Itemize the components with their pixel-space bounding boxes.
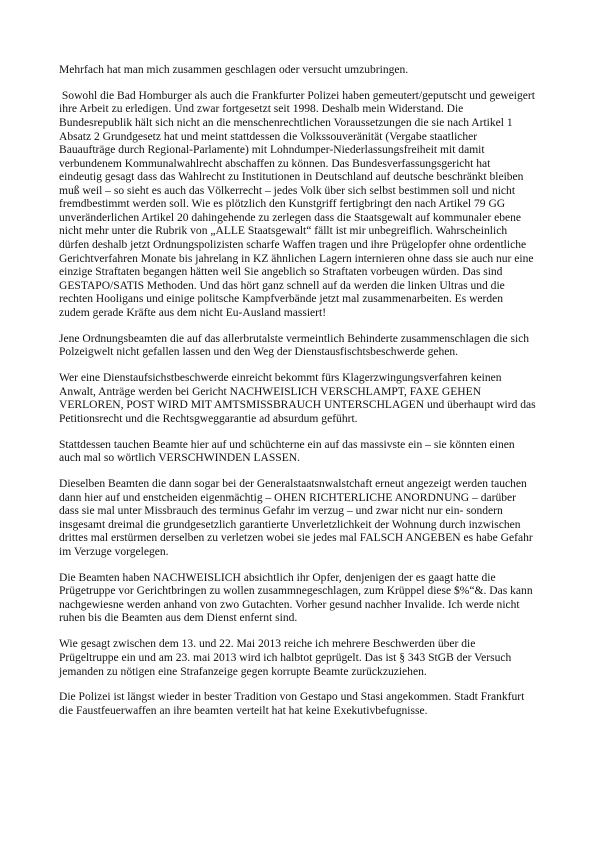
paragraph-intimidation: Stattdessen tauchen Beamte hier auf und schüchterne ein auf das massivste ein – sie könnten einen auch mal so wörtlich VERSCHWINDEN LASSEN. xyxy=(59,438,515,465)
paragraph-conclusion: Die Polizei ist längst wieder in bester Tradition von Gestapo und Stasi angekommen. Stadt Frankfurt die Faustfeuerwaffen an ihre beamten verteilt hat hat keine Exekutivbefugnisse. xyxy=(59,691,525,717)
paragraph-police-mutiny-text: Sowohl die Bad Homburger als auch die Frankfurter Polizei haben gemeutert/geputscht und geweigert ihre Arbeit zu erledigen. Und zwar fortgesetzt seit 1998. Deshalb mein Widerstand. Die Bundesrepublik hält sich nicht an die menschenrechtlichen Voraussetzungen die sie nach Artikel 1 Absatz 2 Grundgesetz hat und meint stattdessen die Volkssouveränität (Vergabe staatlicher Bauaufträge durch Regional-Parlamente) mit Lohndumper-Niederlassungsfreiheit mit damit verbundenem Kommunalwahlrecht abschaffen zu können. Das Bundesverfassungsgericht hat eindeutig gesagt dass das Wahlrecht zu Institutionen in Deutschland auf deutsche beschränkt bleiben muß weil – so sieht es auch das Völkerrecht – jedes Volk über sich selbst bestimmen soll und nicht fremdbestimmt werden soll. Wie es plötzlich den Kunstgriff fertigbringt den nach Artikel 79 GG unveränderlichen Artikel 20 dahingehende zu zerlegen dass die Staatsgewalt auf kommunaler ebene nicht mehr unter die Rubrik von „ALLE Staatsgewalt“ fällt ist mir unbegreiflich. Wahrscheinlich dürfen deshalb jetzt Ordnungspolizisten scharfe Waffen tragen und ihre Prügelopfer ohne ordentliche Gerichtverfahren Monate bis jahrelang in KZ ähnlichen Lagern internieren ohne dass sie auch nur eine einzige Straftaten begangen hätten weil Sie angeblich so Straftaten vorbeugen würden. Das sind GESTAPO/SATIS Methoden. Und das hört ganz schnell auf da werden die linken Ultras und die rechten Hooligans und einige politsche Kampfverbände jetzt mal zusammenarbeiten. Es werden zudem gerade Kräfte aus dem nicht Eu-Ausland massiert! xyxy=(59,89,535,319)
paragraph-may-2013: Wie gesagt zwischen dem 13. und 22. Mai 2013 reiche ich mehrere Beschwerden über die Prügeltruppe ein und am 23. mai 2013 wird ich halbtot geprügelt. Das ist § 343 StGB der Versuch jemanden zu nötigen eine Strafanzeige gegen korrupte Beamte zurückzuziehen. xyxy=(59,638,512,678)
paragraph-police-mutiny xyxy=(59,90,536,320)
paragraph-officers-beating: Jene Ordnungsbeamten die auf das allerbrutalste vermeintlich Behinderte zusammenschlagen die sich Polzeigwelt nicht gefallen lassen und den Weg der Dienstausfischtsbeschwerde gehen. xyxy=(59,332,530,359)
paragraph-home-raids: Dieselben Beamten die dann sogar bei der Generalstaatsnwalstchaft erneut angezeigt werden tauchen dann hier auf und enstcheiden eigenmächtig – OHEN RICHTERLICHE ANORDNUNG – darüber dass sie mal unter Missbrauch des terminus Gefahr im verzug – und zwar nicht nur ein- sondern insgesamt dreimal die grundgesetzlich garantierte Unverletzlichkeit der Wohnung durch inzwischen drittes mal erstürmen derselben zu verletzen wobei sie jedes mal FALSCH ANGEBEN es habe Gefahr im Verzuge vorgelegen. xyxy=(59,478,533,558)
paragraph-complaint-procedure: Wer eine Dienstaufsichstbeschwerde einreicht bekommt fürs Klagerzwingungsverfahren keinen Anwalt, Anträge werden bei Gericht NACHWEISLICH VERSCHLAMPT, FAXE GEHEN VERLOREN, POST WIRD MIT AMTSMISSBRAUCH UNTERSCHLAGEN und überhaupt wird das Petitionsrecht und die Rechtsgweggarantie ad absurdum geführt. xyxy=(59,372,536,425)
paragraph-intro: Mehrfach hat man mich zusammen geschlagen oder versucht umzubringen. xyxy=(59,64,409,76)
paragraph-evidence: Die Beamten haben NACHWEISLICH absichtlich ihr Opfer, denjenigen der es gaagt hatte die Prügetruppe vor Gerichtbringen zu wollen zusammnegeschlagen, zum Krüppel diese $%“&. Das kann nachgewiesne werden anhand von zwo Gutachten. Vorher gesund nachher Invalide. Ich werde nicht ruhen bis die Beamten aus dem Dienst enfernt sind. xyxy=(59,571,533,625)
